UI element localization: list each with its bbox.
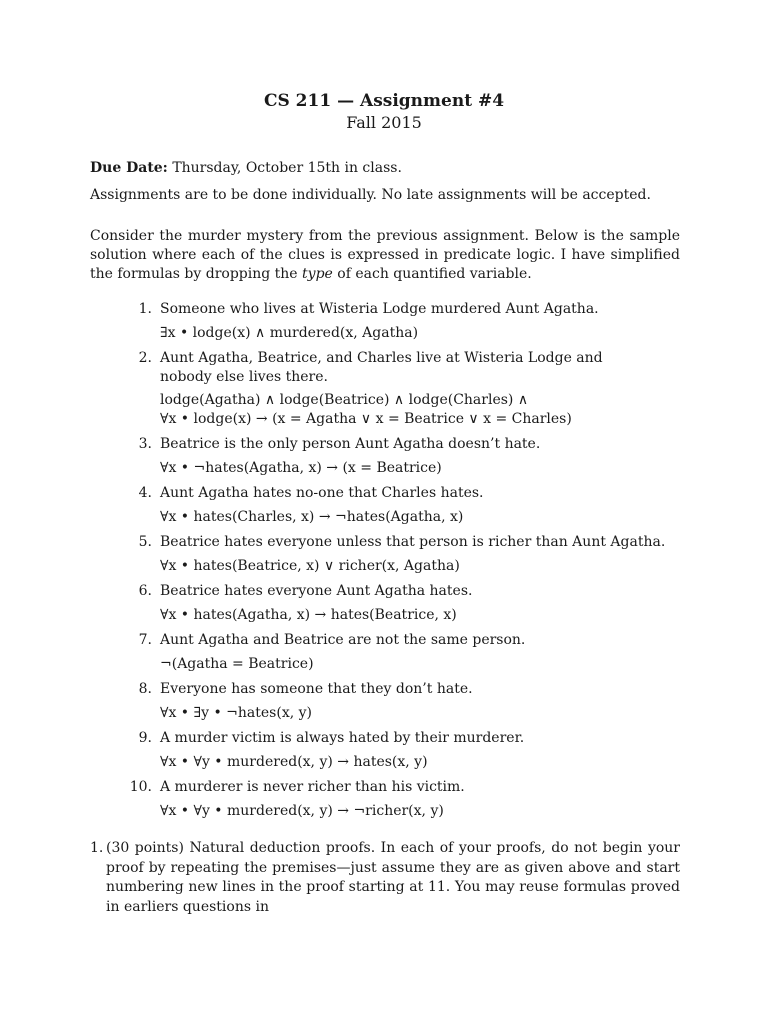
clue-text: Aunt Agatha and Beatrice are not the same person.: [160, 632, 526, 648]
intro-text-end: of each quantified variable.: [332, 266, 532, 282]
intro-paragraph: [90, 227, 680, 284]
clue-formula: ∀x • hates(Charles, x) → ¬hates(Agatha, x): [160, 509, 464, 525]
clue-formula: ∃x • lodge(x) ∧ murdered(x, Agatha): [160, 325, 419, 341]
clue-number: 4.: [138, 485, 152, 501]
clue-text: A murder victim is always hated by their murderer.: [160, 730, 525, 746]
clue-number: 8.: [138, 681, 152, 697]
clue-number: 2.: [138, 350, 152, 366]
intro-text-start: Consider the murder mystery from the previous assignment. Below is the sample solution where each of the clues is expressed in predicate logic. I have simplified the formulas by dropping the: [90, 228, 680, 282]
clue-number: 7.: [138, 632, 152, 648]
due-date-text: Thursday, October 15th in class.: [172, 160, 402, 176]
clue-text: Someone who lives at Wisteria Lodge murdered Aunt Agatha.: [160, 301, 599, 317]
due-date: [90, 159, 680, 178]
due-date-label: Due Date:: [90, 160, 168, 176]
page-subtitle-term: Fall 2015: [346, 113, 422, 132]
clue-formula: ∀x • hates(Beatrice, x) ∨ richer(x, Agatha): [160, 558, 460, 574]
page-title: CS 211 — Assignment #4: [263, 91, 505, 111]
clue-formula: ∀x • ¬hates(Agatha, x) → (x = Beatrice): [160, 460, 442, 476]
clue-text: Aunt Agatha hates no-one that Charles hates.: [160, 485, 484, 501]
clue-number: 1.: [138, 301, 152, 317]
clue-formula: ∀x • ∃y • ¬hates(x, y): [160, 705, 312, 721]
clue-formula: ∀x • ∀y • murdered(x, y) → hates(x, y): [160, 754, 428, 770]
clue-formula: lodge(Agatha) ∧ lodge(Beatrice) ∧ lodge(Charles) ∧: [160, 392, 529, 408]
clue-formula: ∀x • ∀y • murdered(x, y) → ¬richer(x, y): [160, 803, 444, 819]
clue-number: 9.: [138, 730, 152, 746]
clue-text: Aunt Agatha, Beatrice, and Charles live at Wisteria Lodge and nobody else lives there.: [160, 350, 603, 385]
clue-number: 3.: [138, 436, 152, 452]
clue-number: 5.: [138, 534, 152, 550]
clue-text: Everyone has someone that they don’t hate.: [160, 681, 473, 697]
clue-text: Beatrice hates everyone unless that person is richer than Aunt Agatha.: [160, 534, 666, 550]
clue-formula: ¬(Agatha = Beatrice): [160, 656, 314, 672]
clue-text: Beatrice hates everyone Aunt Agatha hates.: [160, 583, 473, 599]
clue-text: Beatrice is the only person Aunt Agatha doesn’t hate.: [160, 436, 541, 452]
clue-formula: ∀x • hates(Agatha, x) → hates(Beatrice, x): [160, 607, 457, 623]
clue-number: 10.: [129, 779, 152, 795]
intro-emphasis: type: [302, 266, 333, 282]
question-text: (30 points) Natural deduction proofs. In each of your proofs, do not begin your proof by repeating the premises—just assume they are as given above and start numbering new lines in the proof starting at 11. You may reuse formulas proved in earliers questions in: [106, 840, 680, 915]
question-number: 1.: [90, 840, 104, 856]
policy-text: Assignments are to be done individually. No late assignments will be accepted.: [90, 187, 651, 203]
clue-number: 6.: [138, 583, 152, 599]
clue-text: A murderer is never richer than his victim.: [160, 779, 465, 795]
clue-formula: ∀x • lodge(x) → (x = Agatha ∨ x = Beatrice ∨ x = Charles): [160, 411, 572, 427]
